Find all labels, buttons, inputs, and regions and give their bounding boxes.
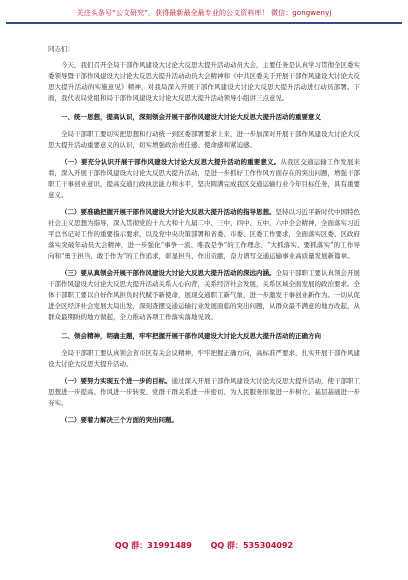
subsection-c-heading: （三）要从真领会开展干部作风建设大讨论大反思大提升活动的深远内涵。 [61, 269, 276, 277]
section-heading-2: 二、领会精神，明确主题，牢牢把握开展干部作风建设大讨论大反思大提升活动的正确方向 [61, 332, 321, 340]
paragraph-intro: 今天，我们召开全局干部作风建设大讨论大反思大提升活动动员大会，主要任务是认真学习贯彻全区委实委领导暨干部作风建设大讨论大反思大提升活动动员大会精神和《中共区委关于开展干部作风建设大讨论大反思大提升活动的实施意见》精神，对我局深入开展干部作风建设大讨论大反思大提升活动进行动员部署。下面，我代表局党组和局干部作风建设大讨论大反思大提升活动领导小组讲三点意见。 [48, 61, 360, 102]
subsection-c [48, 268, 360, 323]
footer-contacts [0, 540, 408, 551]
subsection-b-body: 坚持以习近平新时代中国特色社会主义思想为指导，深入贯彻党的十九大和十九届二中、三中、四中、五中、六中全会精神，全面落实习近平总书记对工作的重要指示要求，以及党中央决策部署和省委、市委、区委工作要求，全面落实区委、区政府落实突破年动员大会精神，进一步强化“事争一流、唯我是争”的工作理念、“大抓落实、要抓落实”的工作导向和“勇于担当、敢于作为”的工作追求，彰显担当、作出贡献，奋力谱写交通运输事业高质量发展新篇章。 [48, 208, 360, 260]
header-rule [6, 22, 402, 24]
subsection-a-heading: （一）要充分认识开展干部作风建设大讨论大反思大提升活动的重要意义。 [61, 158, 281, 166]
promo-banner: 关注头条号“公文研究”，获得最新最全最专业的公文资料库！ 微信：gongwenyj [76, 9, 332, 17]
document-body [48, 44, 360, 426]
subsection-d-body: 通过深入开展干部作风建设大讨论大反思大提升活动，使干部职工思想进一步提高、作风进一步转变、党群干群关系进一步密切、为人民服务形象进一步树立、基层基础进一步夯实。 [48, 377, 360, 407]
paragraph-section-1: 全局干部职工要切实把思想和行动统一到区委部署要求上来，进一步加深对开展干部作风建设大讨论大反思大提升活动重要意义的认识，切实增强政治责任感、使命感和紧迫感。 [48, 130, 360, 149]
paragraph-section-2: 全局干部职工要认真领会省市区有关会议精神，牢牢把握正确方向，高标准严要求，扎实开展干部作风建设大讨论大反思大提升活动。 [48, 349, 360, 368]
subsection-c-body: 全局干部职工要认真领会开展干部作风建设大讨论大反思大提升活动关系人心向背，关系经济社会发展，关系区域全面发展的政治要求。全体干部职工要以自好作风担负时代赋予新使命，展现交通职工新气象，进一步激发干事创业新作为。一切从促进全区经济社会发展大局出发，深刻查摆交通运输行业发展面临的突出问题，从群众最不满意的地方改起，从群众最期盼的地方做起，全力推动各项工作落实落地见效。 [48, 269, 360, 321]
qq-group-2: QQ 群：535304092 [210, 541, 294, 550]
subsection-b [48, 207, 360, 262]
salutation: 同志们： [48, 45, 74, 53]
subsection-e-heading: （二）要着力解决三个方面的突出问题。 [61, 416, 178, 424]
section-heading-1: 一、统一思想，提高认识，深刻领会开展干部作风建设大讨论大反思大提升活动的重要意义 [61, 113, 321, 121]
subsection-d-heading: （一）要努力实现五个进一步的目标。 [61, 377, 172, 385]
subsection-a [48, 157, 360, 201]
subsection-d [48, 376, 360, 409]
qq-group-1: QQ 群：31991489 [114, 541, 192, 550]
subsection-a-body: 从我区交通运输工作发展来看，深入开展干部作风建设大讨论大反思大提升活动，是进一步抓好工作作风方面存在的突出问题，增强干部职工干事创业意识，提高交通行政执法能力和水平，坚决圆满完成我区交通运输行业今年目标任务，具有重要意义。 [48, 158, 361, 199]
subsection-b-heading: （二）要准确把握开展干部作风建设大讨论大反思大提升活动的指导思想。 [61, 208, 276, 216]
